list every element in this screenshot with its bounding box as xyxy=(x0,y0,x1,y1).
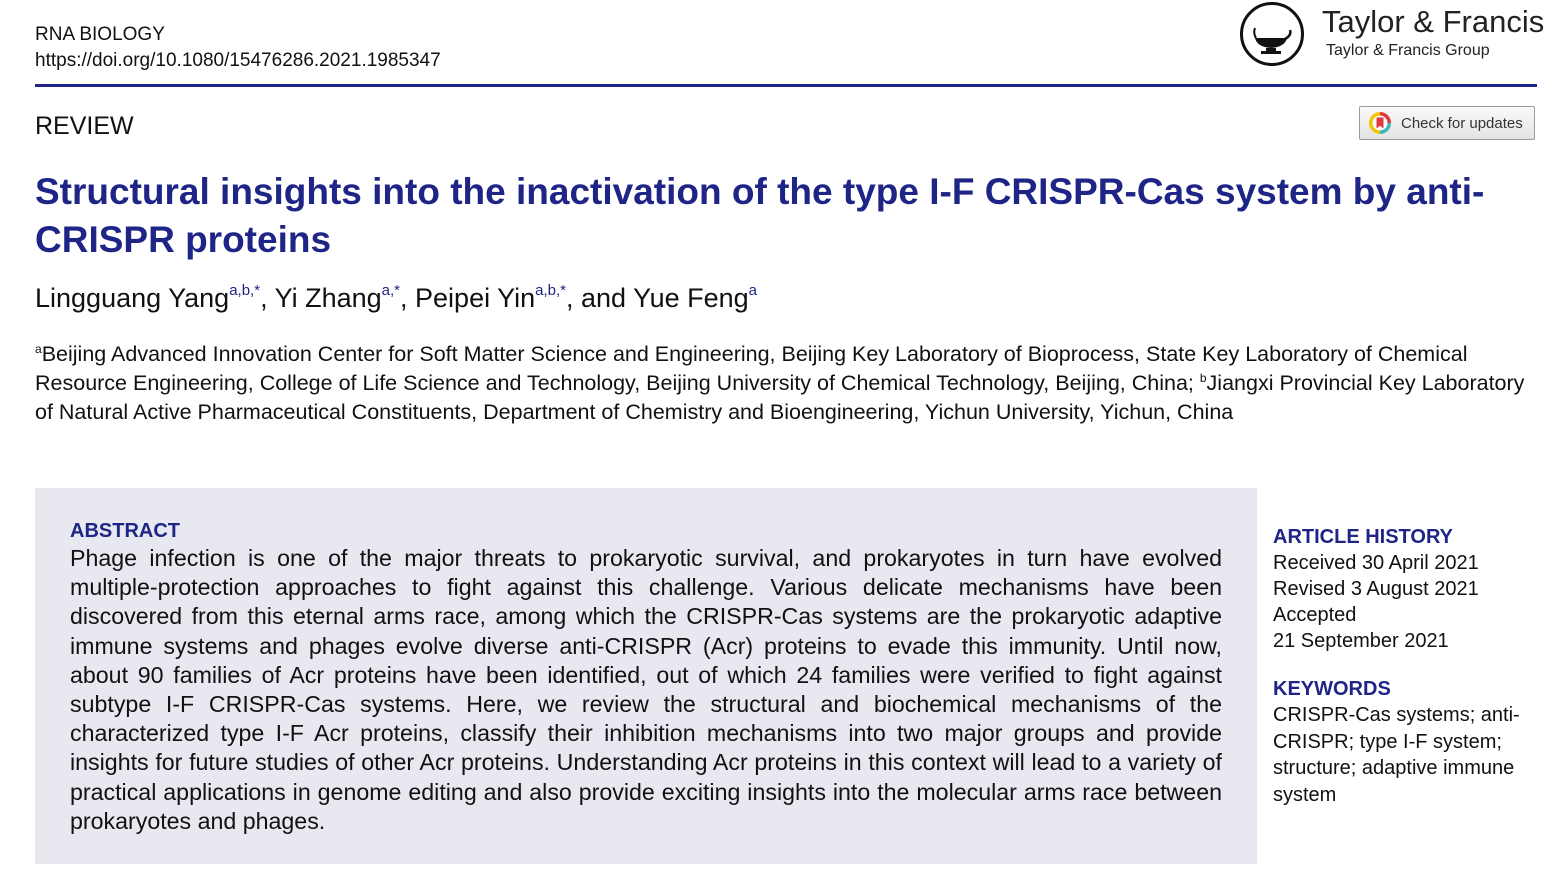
affiliation-text: Beijing Advanced Innovation Center for Soft Matter Science and Engineering, Beijing Key Laboratory of Bioprocess, State Key Laboratory of Chemical Resource Engineering, College of Life Science and Technology, Beijing University of Chemical Technology, Beijing, China; xyxy=(35,342,1468,395)
check-for-updates-label: Check for updates xyxy=(1401,114,1523,132)
journal-info xyxy=(35,22,441,74)
author-affiliation-marker[interactable]: a,* xyxy=(381,282,401,299)
accepted-label: Accepted xyxy=(1273,604,1357,626)
article-history-heading: ARTICLE HISTORY xyxy=(1273,526,1454,548)
author-affiliation-marker[interactable]: a xyxy=(748,282,757,299)
affiliation-text: Jiangxi Provincial Key Laboratory of Natural Active Pharmaceutical Constituents, Department of Chemistry and Bioengineering, Yichun University, Yichun, China xyxy=(35,371,1525,424)
affiliations xyxy=(35,340,1537,427)
keywords-text: CRISPR-Cas systems; anti-CRISPR; type I-F system; structure; adaptive immune system xyxy=(1273,704,1520,806)
crossmark-icon xyxy=(1368,111,1392,135)
journal-name: RNA BIOLOGY xyxy=(35,24,165,45)
affiliation-marker: b xyxy=(1199,371,1207,385)
header-divider xyxy=(35,84,1537,87)
publisher-logo xyxy=(1240,0,1545,72)
author-separator: , xyxy=(260,283,275,313)
revised-date: Revised 3 August 2021 xyxy=(1273,578,1479,600)
article-sidebar xyxy=(1273,524,1543,808)
author-list xyxy=(35,280,757,316)
author-name[interactable]: Yi Zhang xyxy=(274,283,382,313)
author-affiliation-marker[interactable]: a,b,* xyxy=(229,282,261,299)
check-for-updates-button[interactable] xyxy=(1359,106,1535,140)
abstract-heading: ABSTRACT xyxy=(70,520,180,542)
author-separator: , and xyxy=(565,283,634,313)
keywords-heading: KEYWORDS xyxy=(1273,678,1391,700)
author-affiliation-marker[interactable]: a,b,* xyxy=(535,282,566,299)
author-separator: , xyxy=(400,283,416,313)
lamp-icon xyxy=(1240,2,1304,66)
author-name[interactable]: Yue Feng xyxy=(633,283,749,313)
abstract-panel xyxy=(35,488,1257,864)
publisher-name: Taylor & Francis xyxy=(1322,4,1545,39)
article-type: REVIEW xyxy=(35,112,134,140)
publisher-group: Taylor & Francis Group xyxy=(1326,42,1490,59)
doi-link[interactable]: https://doi.org/10.1080/15476286.2021.1985347 xyxy=(35,50,441,71)
affiliation-marker: a xyxy=(35,342,42,356)
accepted-date: 21 September 2021 xyxy=(1273,630,1449,652)
received-date: Received 30 April 2021 xyxy=(1273,552,1479,574)
author-name[interactable]: Peipei Yin xyxy=(415,283,536,313)
abstract-text: Phage infection is one of the major threats to prokaryotic survival, and prokaryotes in turn have evolved multiple-protection approaches to fight against this challenge. Various delicate mechanisms have been discovered from this eternal arms race, among which the CRISPR-Cas systems are the prokaryotic adaptive immune systems and phages evolve diverse anti-CRISPR (Acr) proteins to evade this immunity. Until now, about 90 families of Acr proteins have been identified, out of which 24 families were verified to fight against subtype I-F CRISPR-Cas systems. Here, we review the structural and biochemical mechanisms of the characterized type I-F Acr proteins, classify their inhibition mechanisms into two major groups and provide insights for future studies of other Acr proteins. Understanding Acr proteins in this context will lead to a variety of practical applications in genome editing and also provide exciting insights into the molecular arms race between prokaryotes and phages. xyxy=(70,545,1222,834)
author-name[interactable]: Lingguang Yang xyxy=(35,283,230,313)
article-title: Structural insights into the inactivation of the type I-F CRISPR-Cas system by anti-CRISPR proteins xyxy=(35,171,1485,260)
